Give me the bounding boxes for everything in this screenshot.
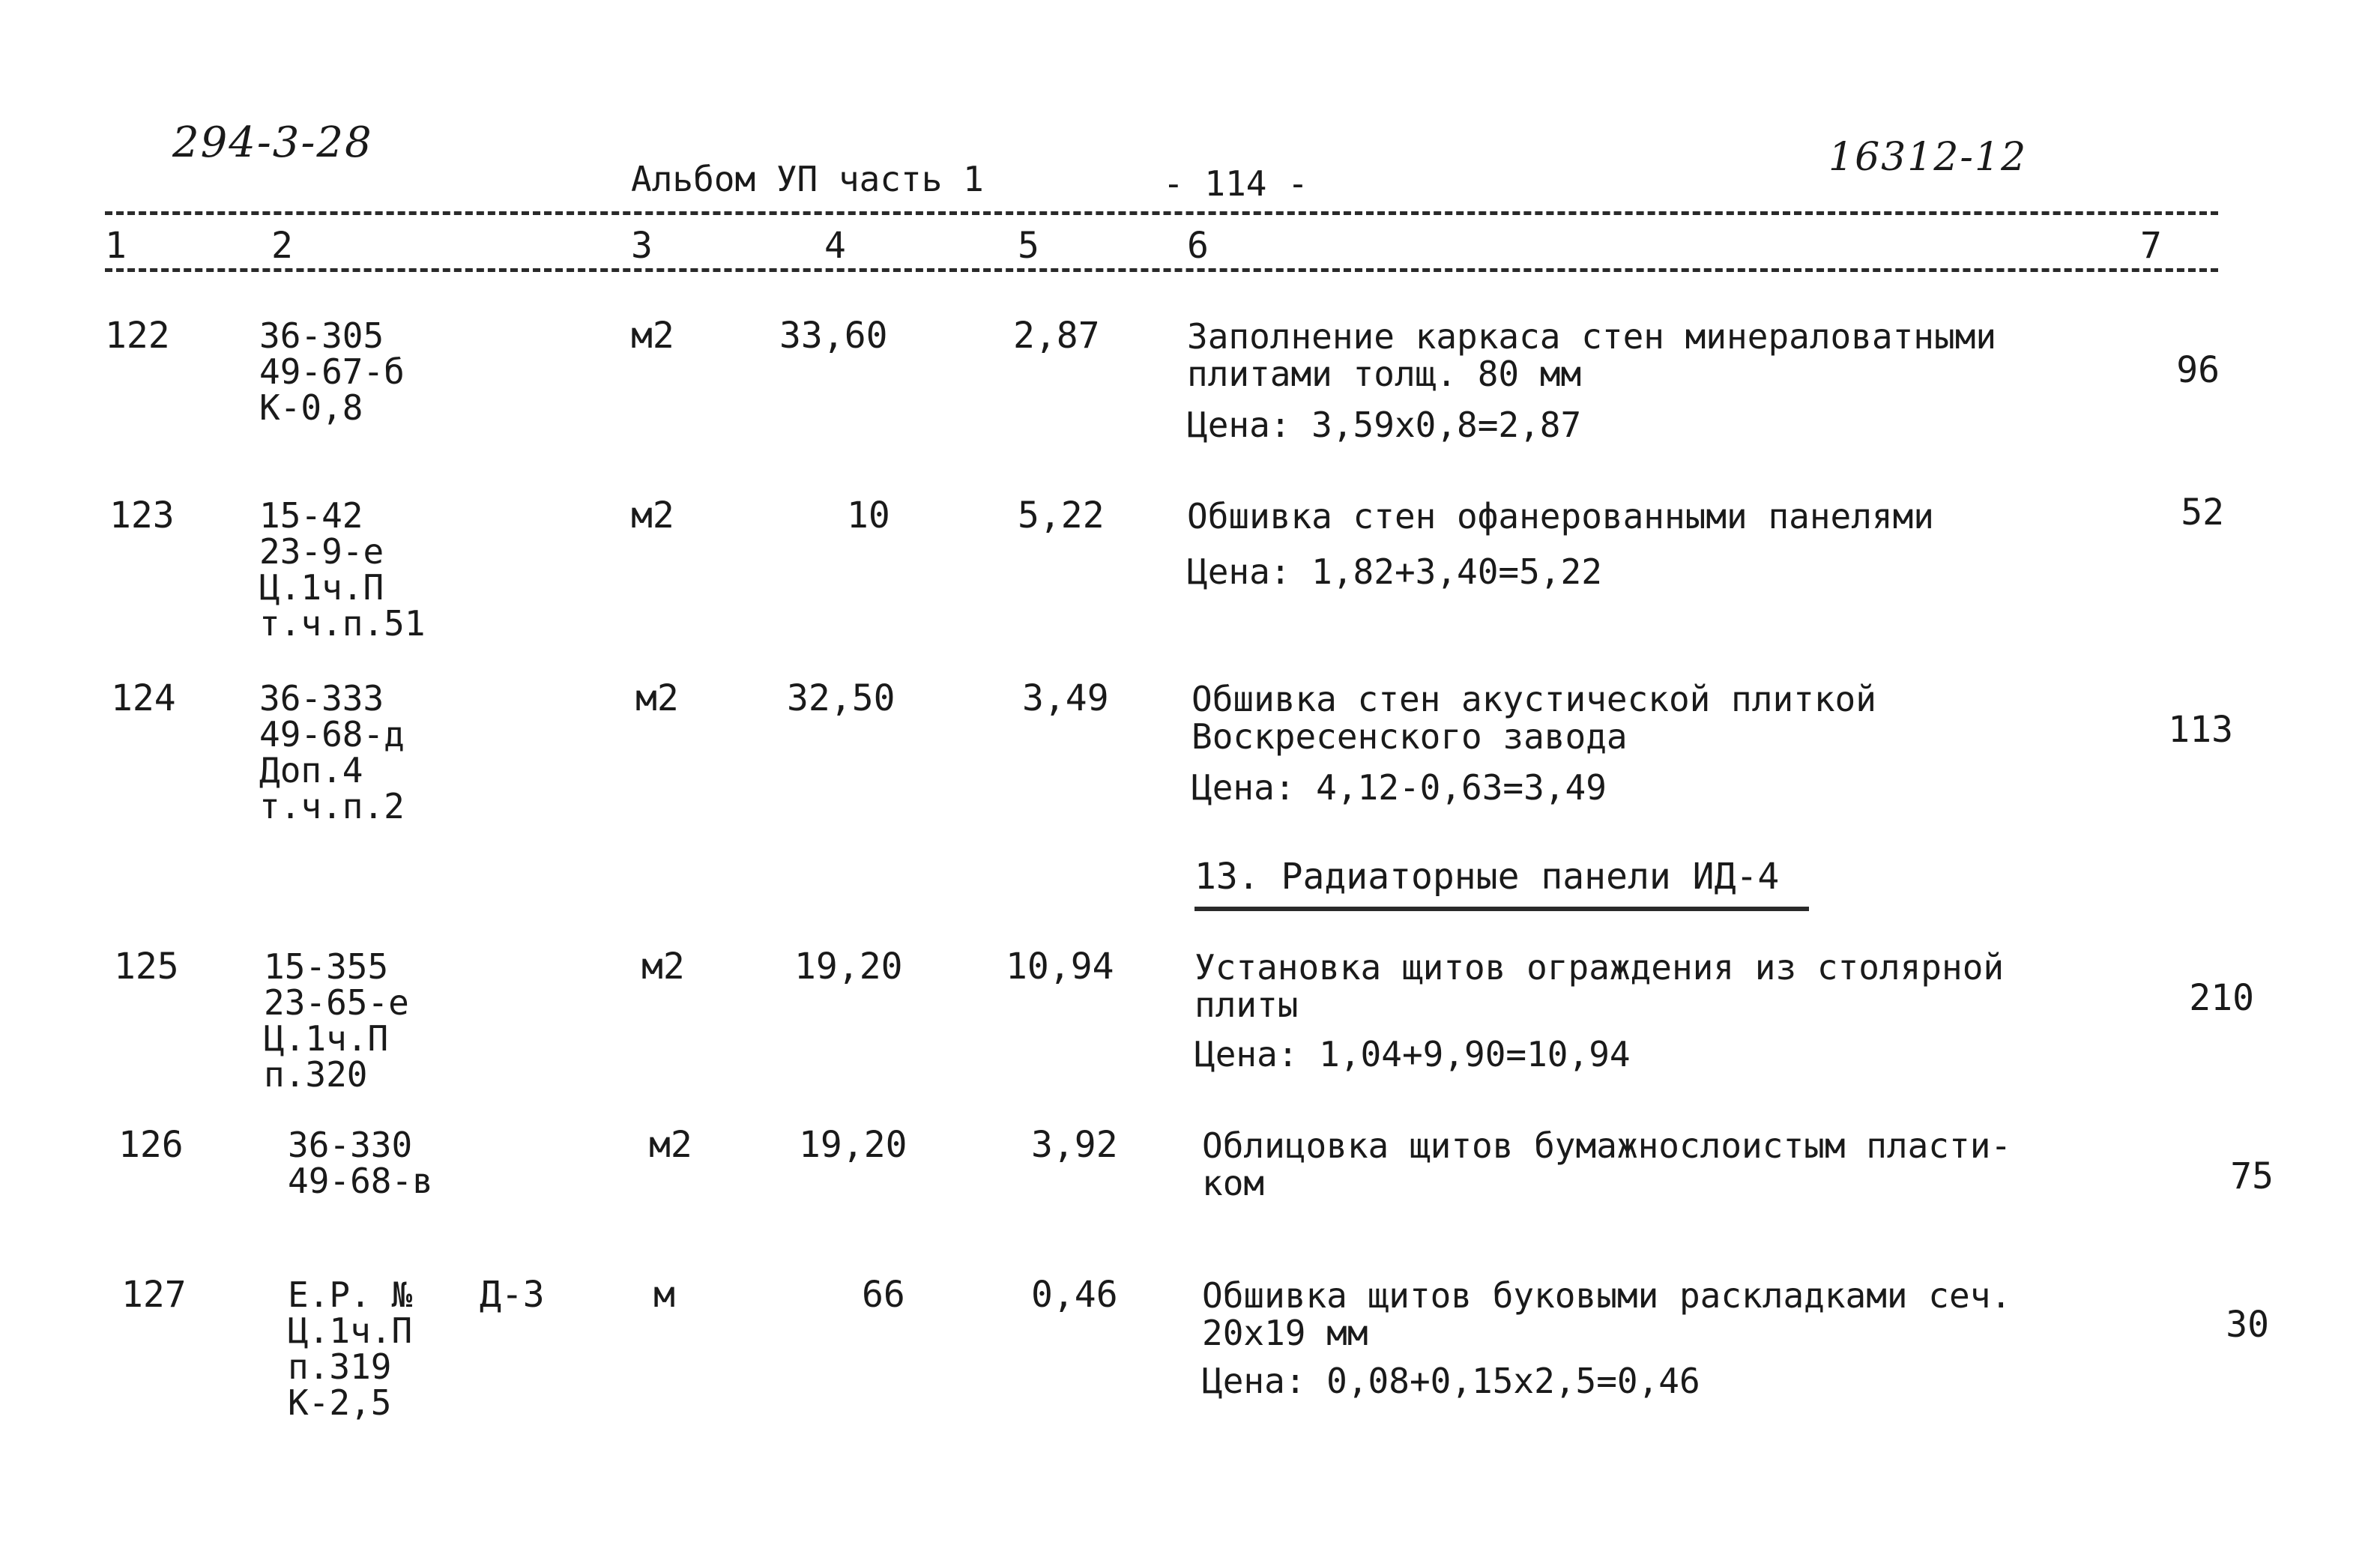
quantity: 10 xyxy=(847,495,890,536)
norm-code-line: т.ч.п.2 xyxy=(259,786,405,826)
norm-code-line: п.319 xyxy=(288,1346,392,1387)
norm-code-line: 23-9-е xyxy=(259,531,384,572)
row-number: 124 xyxy=(111,677,176,719)
unit-rate: 10,94 xyxy=(1006,946,1114,988)
work-description xyxy=(1187,318,1996,393)
column-number-3: 3 xyxy=(631,225,653,267)
row-number: 122 xyxy=(105,315,170,357)
album-title: Альбом УП часть 1 xyxy=(631,159,984,199)
norm-code-line: Ц.1ч.П xyxy=(264,1018,389,1059)
norm-code-line: 15-42 xyxy=(259,495,363,536)
row-number: 125 xyxy=(114,946,179,988)
norm-code-line: К-0,8 xyxy=(259,387,363,428)
norm-code-line: 49-67-б xyxy=(259,351,405,392)
unit: м2 xyxy=(635,677,679,719)
total-cost: 75 xyxy=(2230,1155,2274,1197)
row-number: 127 xyxy=(121,1274,187,1316)
quantity: 19,20 xyxy=(794,946,903,988)
norm-code-line: п.320 xyxy=(264,1054,368,1095)
norm-code-line: 36-333 xyxy=(259,678,384,719)
norm-code-line: 36-305 xyxy=(259,315,384,356)
quantity: 19,20 xyxy=(799,1124,907,1166)
unit-rate: 2,87 xyxy=(1013,315,1100,357)
price-calculation: Цена: 1,82+3,40=5,22 xyxy=(1187,551,1602,592)
price-calculation: Цена: 0,08+0,15х2,5=0,46 xyxy=(1202,1361,1700,1401)
total-cost: 30 xyxy=(2226,1304,2269,1346)
handwritten-archive-number: 16312-12 xyxy=(1828,135,2028,180)
header-rule-top xyxy=(105,211,2218,215)
column-number-4: 4 xyxy=(824,225,846,267)
section-heading: 13. Радиаторные панели ИД-4 xyxy=(1194,856,1780,898)
price-calculation: Цена: 4,12-0,63=3,49 xyxy=(1191,767,1607,808)
unit-rate: 0,46 xyxy=(1031,1274,1118,1316)
unit: м2 xyxy=(649,1124,692,1166)
total-cost: 210 xyxy=(2189,977,2254,1019)
quantity: 32,50 xyxy=(787,677,895,719)
norm-code xyxy=(259,495,426,644)
handwritten-document-code: 294-3-28 xyxy=(172,118,373,167)
column-number-7: 7 xyxy=(2140,225,2162,267)
total-cost: 96 xyxy=(2176,349,2220,391)
description-line: Установка щитов ограждения из столярной xyxy=(1194,947,2005,988)
description-line: Обшивка щитов буковыми раскладками сеч. xyxy=(1202,1275,2012,1316)
unit-rate: 5,22 xyxy=(1018,495,1105,536)
page-number: - 114 - xyxy=(1163,163,1308,204)
norm-code-line: 49-68-в xyxy=(288,1161,433,1201)
unit: м2 xyxy=(631,315,674,357)
quantity: 33,60 xyxy=(779,315,888,357)
unit: м2 xyxy=(641,946,685,988)
column-number-6: 6 xyxy=(1187,225,1209,267)
header-rule-bottom xyxy=(105,268,2218,272)
norm-code xyxy=(288,1277,412,1421)
description-line: плитами толщ. 80 мм xyxy=(1187,354,1582,394)
column-number-2: 2 xyxy=(271,225,293,267)
work-description xyxy=(1187,498,1934,535)
section-underline xyxy=(1194,907,1809,911)
norm-code xyxy=(259,680,405,824)
work-description xyxy=(1202,1277,2011,1352)
norm-supplement: Д-3 xyxy=(480,1274,545,1316)
norm-code xyxy=(288,1127,433,1199)
description-line: Обшивка стен офанерованными панелями xyxy=(1187,496,1934,536)
price-calculation: Цена: 1,04+9,90=10,94 xyxy=(1194,1034,1631,1074)
unit-rate: 3,49 xyxy=(1022,677,1109,719)
work-description xyxy=(1191,680,1876,755)
description-line: ком xyxy=(1202,1163,1265,1203)
norm-code-line: т.ч.п.51 xyxy=(259,603,426,644)
norm-code-line: Доп.4 xyxy=(259,750,363,790)
unit: м xyxy=(653,1274,675,1316)
norm-code-line: К-2,5 xyxy=(288,1382,392,1423)
row-number: 123 xyxy=(109,495,175,536)
norm-code-line: Ц.1ч.П xyxy=(259,567,384,608)
norm-code xyxy=(259,315,405,428)
unit-rate: 3,92 xyxy=(1031,1124,1118,1166)
work-description xyxy=(1194,949,2004,1024)
norm-code xyxy=(264,946,409,1095)
total-cost: 113 xyxy=(2168,709,2233,751)
norm-code-line: 36-330 xyxy=(288,1125,413,1165)
unit: м2 xyxy=(631,495,674,536)
row-number: 126 xyxy=(118,1124,184,1166)
norm-code-line: Ц.1ч.П xyxy=(288,1310,413,1351)
work-description xyxy=(1202,1127,2011,1202)
norm-code-line: 15-355 xyxy=(264,946,389,987)
norm-code-line: 49-68-д xyxy=(259,714,405,755)
description-line: Облицовка щитов бумажнослоистым пласти- xyxy=(1202,1125,2012,1166)
quantity: 66 xyxy=(862,1274,905,1316)
description-line: 20х19 мм xyxy=(1202,1313,1368,1353)
description-line: Воскресенского завода xyxy=(1191,716,1628,757)
column-number-1: 1 xyxy=(105,225,127,267)
norm-code-line: 23-65-е xyxy=(264,982,409,1023)
total-cost: 52 xyxy=(2181,492,2224,533)
norm-code-line: Е.Р. № xyxy=(288,1275,413,1315)
column-number-5: 5 xyxy=(1018,225,1039,267)
description-line: плиты xyxy=(1194,985,1299,1025)
description-line: Обшивка стен акустической плиткой xyxy=(1191,679,1876,719)
description-line: Заполнение каркаса стен минераловатными xyxy=(1187,316,1997,357)
price-calculation: Цена: 3,59х0,8=2,87 xyxy=(1187,405,1582,445)
